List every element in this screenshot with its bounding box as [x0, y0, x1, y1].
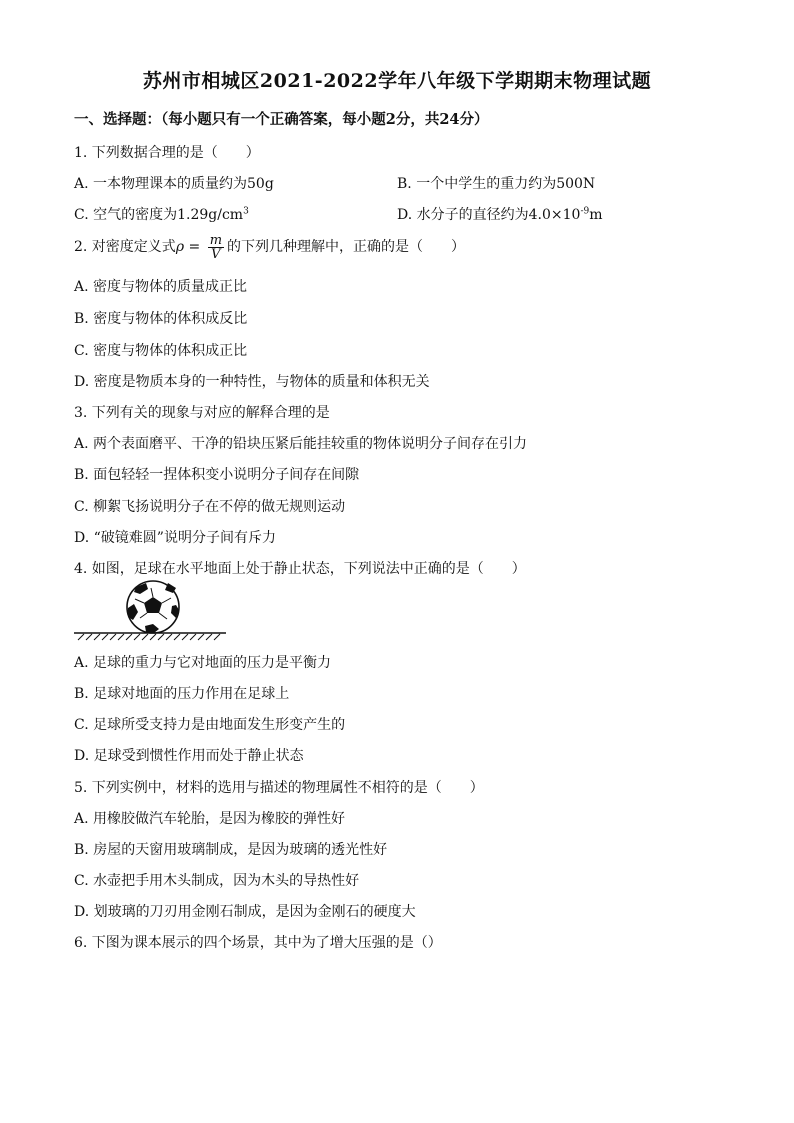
q1-option-c-text: C. 空气的密度为1.29g/cm — [74, 207, 244, 223]
q1-option-a: A. 一本物理课本的质量约为50g — [74, 176, 274, 192]
q4-option-a: A. 足球的重力与它对地面的压力是平衡力 — [74, 655, 332, 671]
q1-option-c — [74, 204, 249, 224]
q5-option-a: A. 用橡胶做汽车轮胎，是因为橡胶的弹性好 — [74, 811, 346, 827]
q2-stem-post: 的下列几种理解中，正确的是（ ） — [227, 239, 466, 255]
q4-option-d: D. 足球受到惯性作用而处于静止状态 — [74, 748, 304, 764]
q4-stem: 4. 如图，足球在水平地面上处于静止状态，下列说法中正确的是（ ） — [74, 561, 526, 577]
q4-option-c: C. 足球所受支持力是由地面发生形变产生的 — [74, 717, 346, 733]
fraction-denominator: V — [211, 246, 221, 262]
q3-option-d: D. “破镜难圆”说明分子间有斥力 — [74, 530, 276, 546]
q1-option-d — [397, 204, 603, 224]
q2-option-c: C. 密度与物体的体积成正比 — [74, 343, 248, 359]
ground-line — [74, 633, 226, 640]
football-icon — [127, 581, 179, 633]
rho-symbol: ρ — [175, 239, 185, 255]
q5-option-b: B. 房屋的天窗用玻璃制成，是因为玻璃的透光性好 — [74, 842, 388, 858]
q2-stem — [74, 232, 465, 262]
q1-option-c-sup: 3 — [243, 206, 249, 217]
q1-stem: 1. 下列数据合理的是（ ） — [74, 145, 260, 161]
q2-option-d: D. 密度是物质本身的一种特性，与物体的质量和体积无关 — [74, 374, 430, 390]
q1-option-b: B. 一个中学生的重力约为500N — [397, 176, 596, 192]
q6-stem: 6. 下图为课本展示的四个场景，其中为了增大压强的是（） — [74, 935, 442, 951]
q1-option-d-unit: m — [589, 207, 603, 223]
q5-stem: 5. 下列实例中，材料的选用与描述的物理属性不相符的是（ ） — [74, 780, 484, 796]
q1-option-d-text: D. 水分子的直径约为4.0×10 — [397, 207, 581, 223]
q1-option-d-sup: -9 — [580, 206, 590, 217]
fraction-numerator: m — [209, 232, 223, 248]
q2-option-a: A. 密度与物体的质量成正比 — [74, 279, 248, 295]
page-title: 苏州市相城区2021-2022学年八年级下学期期末物理试题 — [142, 70, 652, 92]
equals-sign: = — [184, 239, 205, 255]
football-on-ground-figure — [72, 580, 228, 642]
q5-option-d: D. 划玻璃的刀刃用金刚石制成，是因为金刚石的硬度大 — [74, 904, 416, 920]
q4-option-b: B. 足球对地面的压力作用在足球上 — [74, 686, 290, 702]
q3-option-b: B. 面包轻轻一捏体积变小说明分子间存在间隙 — [74, 467, 360, 483]
density-fraction — [208, 234, 224, 261]
q2-stem-pre: 2. 对密度定义式 — [74, 239, 176, 255]
section-heading: 一、选择题：（每小题只有一个正确答案，每小题2分，共24分） — [74, 111, 489, 128]
q3-option-a: A. 两个表面磨平、干净的铅块压紧后能挂较重的物体说明分子间存在引力 — [74, 436, 528, 452]
q5-option-c: C. 水壶把手用木头制成，因为木头的导热性好 — [74, 873, 360, 889]
q3-stem: 3. 下列有关的现象与对应的解释合理的是 — [74, 405, 330, 421]
q2-option-b: B. 密度与物体的体积成反比 — [74, 311, 248, 327]
q3-option-c: C. 柳絮飞扬说明分子在不停的做无规则运动 — [74, 499, 346, 515]
